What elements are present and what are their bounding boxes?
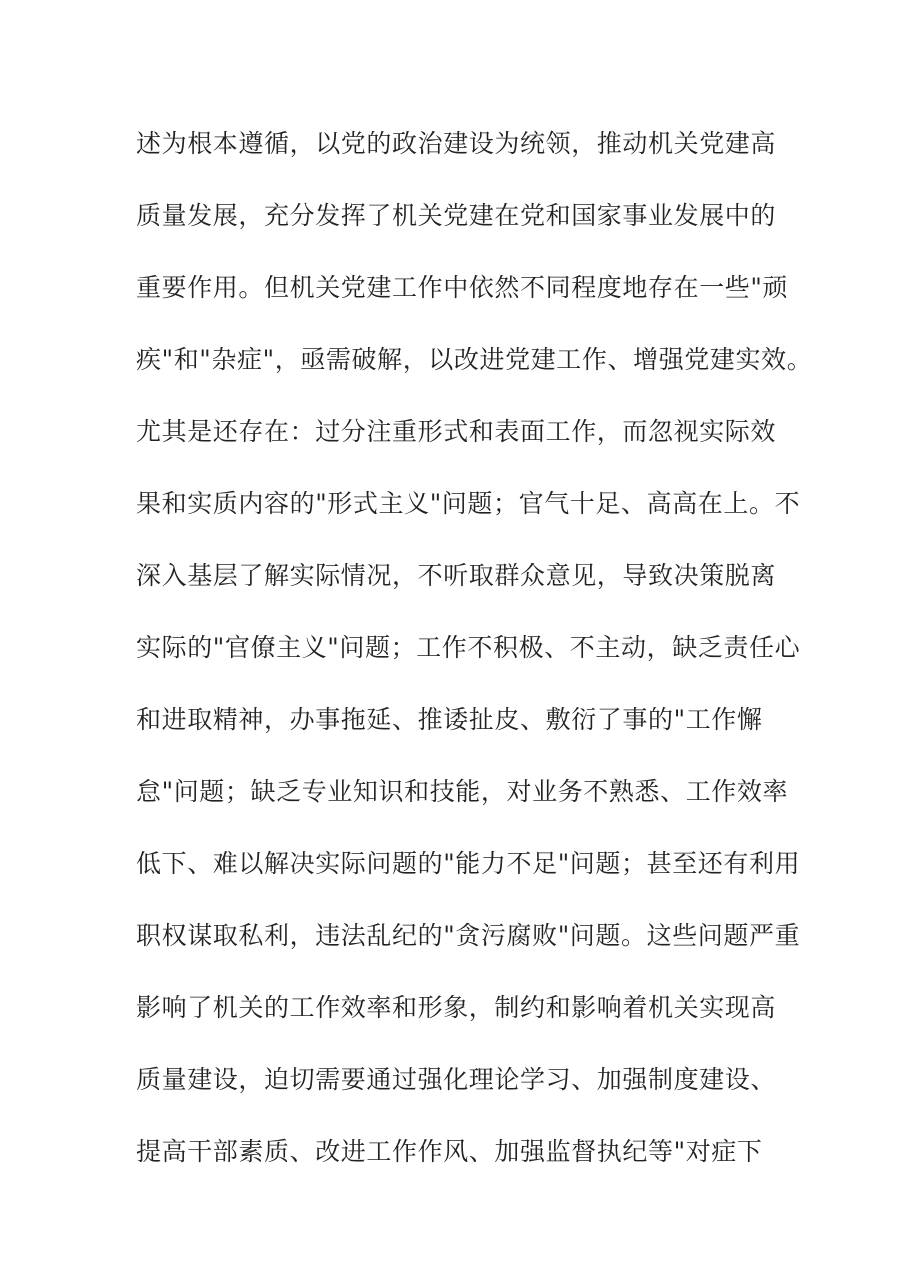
text-line: 实际的"官僚主义"问题；工作不积极、不主动，缺乏责任心 — [136, 633, 801, 662]
text-line: 疾"和"杂症"，亟需破解，以改进党建工作、增强党建实效。 — [136, 345, 813, 374]
text-line: 提高干部素质、改进工作作风、加强监督执纪等"对症下 — [136, 1137, 763, 1166]
text-line: 怠"问题；缺乏专业知识和技能，对业务不熟悉、工作效率 — [136, 777, 789, 806]
text-line: 重要作用。但机关党建工作中依然不同程度地存在一些"顽 — [136, 273, 789, 302]
body-text — [136, 120, 813, 1200]
text-line: 和进取精神，办事拖延、推诿扯皮、敷衍了事的"工作懈 — [136, 705, 763, 734]
text-line: 影响了机关的工作效率和形象，制约和影响着机关实现高 — [136, 993, 777, 1022]
text-line: 尤其是还存在：过分注重形式和表面工作，而忽视实际效 — [136, 417, 777, 446]
text-line: 职权谋取私利，违法乱纪的"贪污腐败"问题。这些问题严重 — [136, 921, 801, 950]
text-line: 述为根本遵循，以党的政治建设为统领，推动机关党建高 — [136, 129, 777, 158]
text-line: 低下、难以解决实际问题的"能力不足"问题；甚至还有利用 — [136, 849, 801, 878]
text-line: 质量建设，迫切需要通过强化理论学习、加强制度建设、 — [136, 1065, 777, 1094]
text-line: 果和实质内容的"形式主义"问题；官气十足、高高在上。不 — [136, 489, 801, 518]
text-line: 质量发展，充分发挥了机关党建在党和国家事业发展中的 — [136, 201, 777, 230]
text-line: 深入基层了解实际情况，不听取群众意见，导致决策脱离 — [136, 561, 777, 590]
